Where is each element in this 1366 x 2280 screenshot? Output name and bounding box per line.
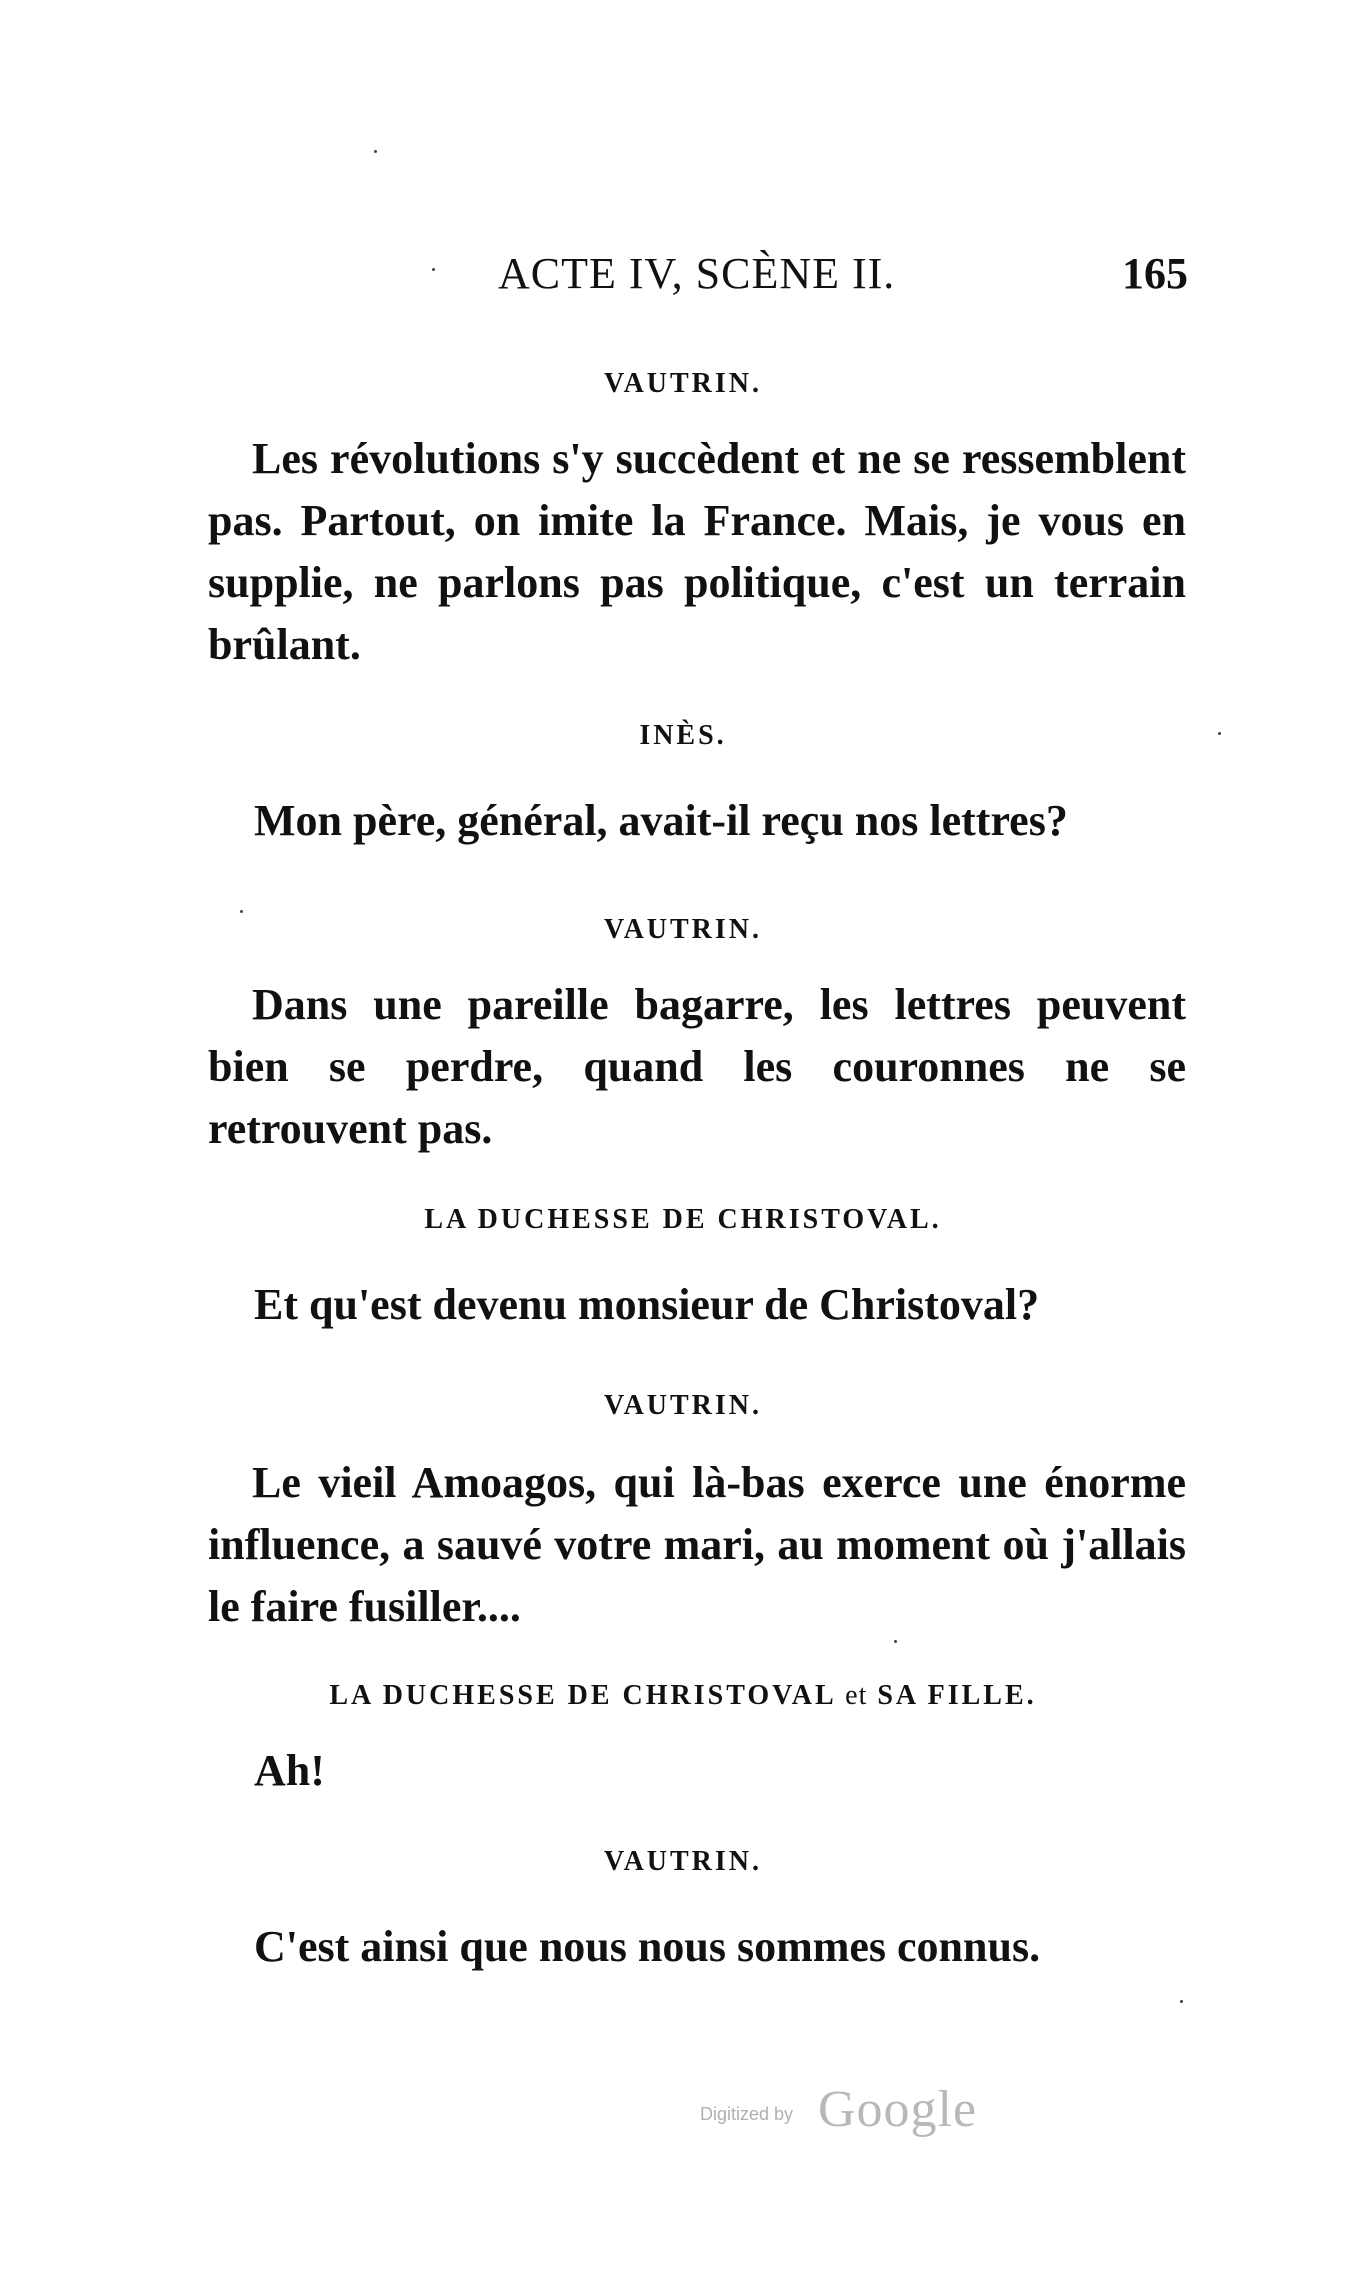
speech-text: Le vieil Amoagos, qui là-bas exerce une énorme influence, a sauvé votre mari, au moment où j'allais le faire fusiller.... [208, 1458, 1186, 1631]
speaker-label: VAUTRIN. [603, 368, 763, 399]
speaker-name: SA FILLE. [877, 1680, 1037, 1711]
speaker-label: VAUTRIN. [603, 914, 763, 945]
speaker-conjunction: et [845, 1680, 868, 1711]
running-header [498, 248, 1188, 308]
speech-text: Ah! [254, 1746, 325, 1795]
speech-text: Et qu'est devenu monsieur de Christoval? [254, 1280, 1040, 1329]
scan-speck [240, 910, 243, 913]
scan-speck [894, 1640, 897, 1643]
digitized-watermark [700, 2080, 1000, 2140]
scan-speck [374, 150, 377, 153]
scan-speck [1218, 732, 1221, 735]
google-logo: Google [818, 2081, 978, 2138]
page-number: 165 [1122, 249, 1188, 298]
speech-text: C'est ainsi que nous nous sommes connus. [254, 1922, 1041, 1971]
scan-speck [432, 268, 435, 271]
running-title: ACTE IV, SCÈNE II. [498, 249, 896, 298]
scan-speck [1180, 2000, 1183, 2003]
speaker-label: LA DUCHESSE DE CHRISTOVAL. [424, 1204, 942, 1235]
digitized-label: Digitized by [700, 2104, 794, 2124]
speech-text: Mon père, général, avait-il reçu nos lettres? [254, 796, 1068, 845]
speaker-label [0, 1680, 1366, 1712]
speech-text: Les révolutions s'y succèdent et ne se ressemblent pas. Partout, on imite la France. Mais, je vous en supplie, ne parlons pas politique, c'est un terrain brûlant. [208, 434, 1186, 669]
speech-text: Dans une pareille bagarre, les lettres peuvent bien se perdre, quand les couronnes ne se retrouvent pas. [208, 980, 1186, 1153]
speaker-label: VAUTRIN. [603, 1390, 763, 1421]
speaker-name: LA DUCHESSE DE CHRISTOVAL [329, 1680, 836, 1711]
speaker-label: VAUTRIN. [603, 1846, 763, 1877]
speaker-label: INÈS. [639, 720, 727, 751]
